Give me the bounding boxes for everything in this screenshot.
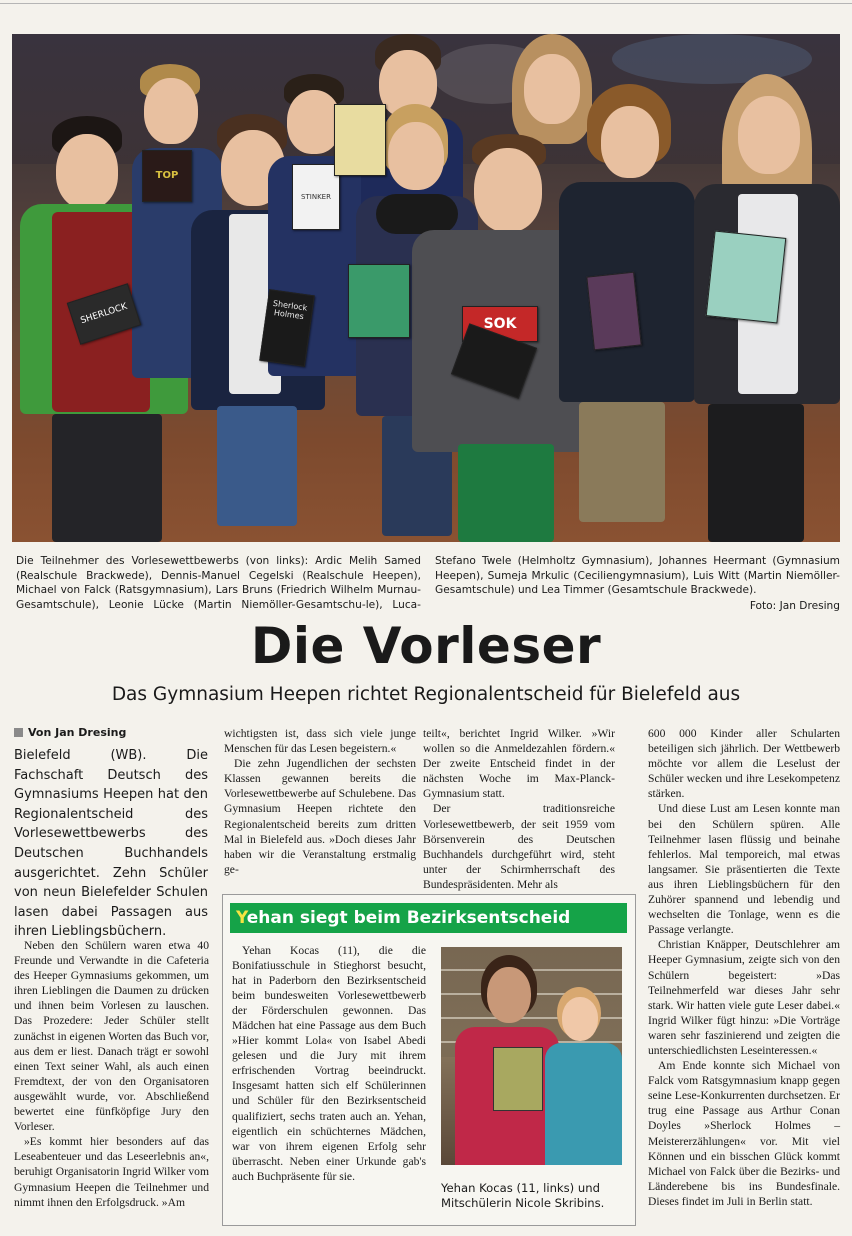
book (348, 264, 410, 338)
paragraph: 600 000 Kinder aller Schularten beteiligen sich jährlich. Der Wettbewerb möchte vor allem die Leselust der Schüler wecken und ihre Lesekompetenz stärken. (648, 727, 840, 801)
book: SHERLOCK (67, 283, 141, 345)
book (334, 104, 386, 176)
girl-face (562, 997, 598, 1041)
byline-marker (14, 728, 23, 737)
box-text (232, 943, 426, 1184)
paragraph: Yehan Kocas (11), die die Bonifatiusschule in Stieghorst besucht, hat in Paderborn den Bezirksentscheid beim bundesweiten Vorlesewettbewerb der Förderschulen gewonnen. Das Mädchen hat eine Passage aus dem Buch »Hier kommt Lola« von Isabel Abedi gelesen und die Jury mit ihrem erfrischenden Vortrag beeindruckt. Insgesamt hatten sich elf Schülerinnen und Schüler für den Bezirksentscheid qualifiziert, sechs traten auch an. Yehan, eigentlich ein schüchternes Mädchen, war von ihrem eigenen Erfolg sehr überrascht. Neben einer Urkunde gab's auch Buchpräsente für sie. (232, 944, 426, 1183)
book (493, 1047, 543, 1111)
box-photo-caption: Yehan Kocas (11, links) und Mitschülerin Nicole Skribins. (441, 1181, 605, 1210)
paragraph: Der traditionsreiche Vorlesewettbewerb, der seit 1959 vom Börsenverein des Deutschen Buchhandels durchgeführt wird, steht unter der Schirmherrschaft des Bundespräsidenten. Mehr als (423, 802, 615, 891)
caption-part-1: Die Teilnehmer des Vorlesewettbewerbs (von links): Ardic Melih Samed (Realschule Brackwede), Dennis-Manuel Cegelski (Realschule Heepen), Michael von Falck (Ratsgymnasium), Lars Bruns (Friedrich Wilhelm Murnau-Gesamtschule), Leonie Lücke (Martin Niemöller-Gesamtschu- (16, 555, 421, 611)
box-title (230, 903, 627, 933)
book (706, 230, 787, 323)
paragraph: teilt«, berichtet Ingrid Wilker. »Wir wollen so die Anmeldezahlen fördern.« Der zweite Entscheid findet in der nächsten Woche im Max-Planck-Gymnasium statt. (423, 727, 615, 801)
paragraph: »Es kommt hier besonders auf das Leseabenteuer und das Leseerlebnis an«, beruhigt Organisatorin Ingrid Wilker vom Gymnasium Heepen die Teilnehmer und nimmt ihnen den Erfolgsdruck. »Am (14, 1135, 209, 1209)
book: Sherlock Holmes (259, 289, 315, 367)
lead-paragraph: Bielefeld (WB). Die Fachschaft Deutsch des Gymnasiums Heepen hat den Regionalentscheid des Vorlesewettbewerbs des Deutschen Buchhandels ausgerichtet. Zehn Schüler von neun Bielefelder Schulen lasen dabei Passagen aus ihren Lieblingsbüchern. (14, 748, 208, 940)
article-column-2 (224, 726, 416, 877)
article-column-4 (648, 726, 840, 1209)
top-rule (0, 3, 852, 4)
byline (14, 726, 126, 739)
book: TOP (142, 150, 192, 202)
sidebar-box (222, 894, 636, 1226)
group-photo (12, 34, 840, 542)
paragraph: Neben den Schülern waren etwa 40 Freunde und Verwandte in die Cafeteria des Heeper Gymnasiums gekommen, um ihren Lieblingen die Daumen zu drücken und ihnen beim Vorlesen zu lauschen. Das Prozedere: Jeder Schüler stellt zunächst in eigenen Worten das Buch vor, aus dem er liest. Danach trägt er sowohl einen Text seiner Wahl, als auch einen Fremdtext, der von den Organisatoren ausgewählt wurde, vor. Abschließend bewertet eine fünfköpfige Jury den Vorleser. (14, 939, 209, 1134)
article-column-3 (423, 726, 615, 892)
box-title-initial: Y (236, 908, 247, 928)
box-photo (441, 947, 622, 1165)
box-title-rest: ehan siegt beim Bezirksentscheid (246, 908, 571, 928)
paragraph: Und diese Lust am Lesen konnte man bei den Schülern spüren. Alle Teilnehmer lasen flüssig und beinahe fehlerlos. Mal temporeich, mal etwas langsamer. Sie präsentierten die Texte aus ihren Lieblingsbüchern für den Zuhörer spannend und lebendig und wechselten die Tonlage, wenn es die Passage verlangte. (648, 802, 840, 937)
paragraph: wichtigsten ist, dass sich viele junge Menschen für das Lesen begeistern.« (224, 727, 416, 756)
girl-body (545, 1043, 622, 1165)
book: SOK (462, 306, 538, 342)
headline: Die Vorleser (250, 617, 602, 675)
girl-face (487, 967, 531, 1023)
photo-credit: Foto: Jan Dresing (749, 600, 840, 612)
paragraph: Christian Knäpper, Deutschlehrer am Heeper Gymnasium, zeigte sich von den Schülern begeistert: »Das Teilnehmerfeld war dieses Jahr sehr stark. Wir hatten viele gute Leser dabei.« Ingrid Wilker fügt hinzu: »Die Vorträge waren sehr faszinierend und zeigten die unterschiedlichsten Leseinteressen.« (648, 938, 840, 1057)
book (586, 272, 641, 351)
paragraph: Die zehn Jugendlichen der sechsten Klassen gewannen bereits die Vorlesewettbewerbe auf Schulebene. Das Gymnasium Heepen richtete den Regionalentscheid bereits zum dritten Mal in Bielefeld aus. »Doch dieses Jahr haben wir die Veranstaltung erstmalig ge- (224, 757, 416, 876)
article-column-1 (14, 938, 209, 1210)
byline-text: Von Jan Dresing (28, 726, 127, 739)
subheadline: Das Gymnasium Heepen richtet Regionalentscheid für Bielefeld aus (111, 684, 741, 705)
book: STINKER (292, 164, 340, 230)
caption-part-2: le), Luca-Stefano Twele (Helmholtz Gymnasium), Johannes Heermant (Gymnasium Heepen), Sumeja Mrkulic (Ceciliengymnasium), Luis Witt (Martin Niemöller-Gesamtschule) und Lea Timmer (Gesamtschule Brackwede). (365, 555, 840, 611)
photo-caption (16, 554, 840, 612)
paragraph: Am Ende konnte sich Michael von Falck vom Ratsgymnasium knapp gegen seine Lese-Konkurrenten durchsetzen. Er trug eine Passage aus Arthur Conan Doyles »Sherlock Holmes – Meistererzählungen« vor. Mit viel Können und ein bisschen Glück kommt Michael von Falck über die Bezirks- und Länderebene bis ins Bundesfinale. Dieses findet im Juli in Berlin statt. (648, 1059, 840, 1208)
